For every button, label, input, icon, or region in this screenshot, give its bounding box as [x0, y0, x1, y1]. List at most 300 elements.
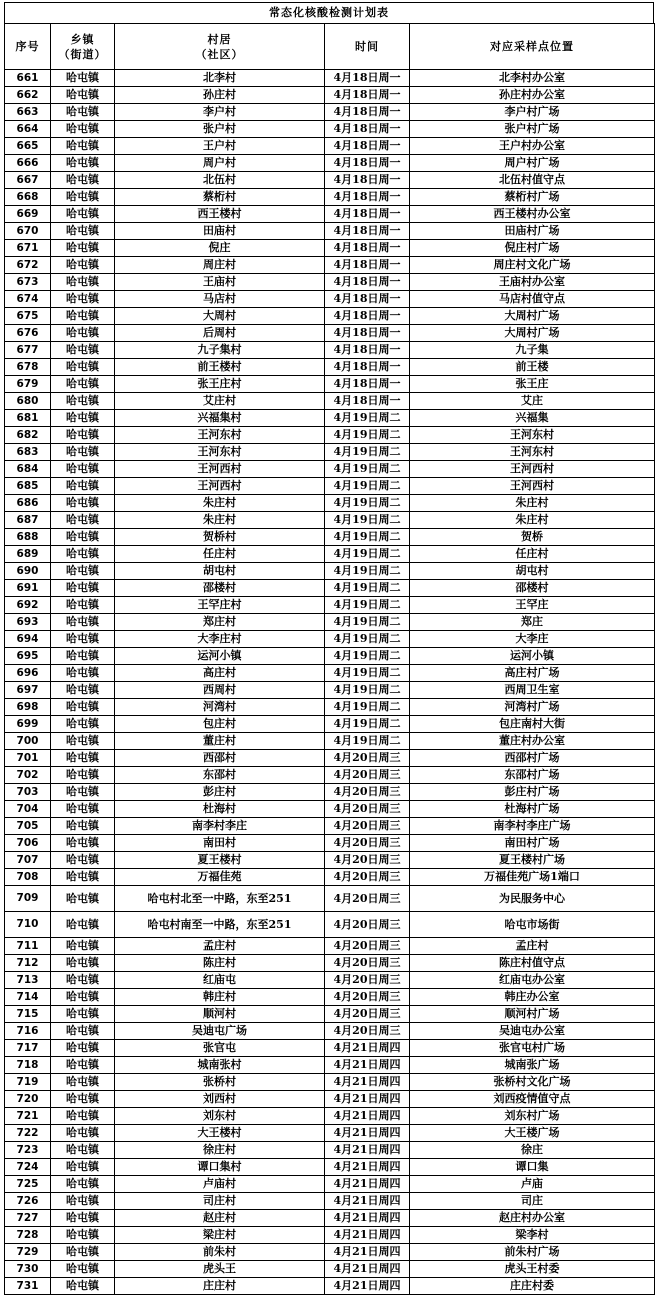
cell-no: 672 [5, 257, 51, 274]
cell-town: 哈屯镇 [51, 274, 115, 291]
cell-village: 北李村 [115, 70, 325, 87]
cell-time: 4月19日周二 [325, 512, 410, 529]
cell-no: 706 [5, 835, 51, 852]
cell-time: 4月21日周四 [325, 1261, 410, 1278]
cell-village: 任庄村 [115, 546, 325, 563]
cell-site: 孙庄村办公室 [410, 87, 655, 104]
cell-site: 王河东村 [410, 427, 655, 444]
cell-site: 邵楼村 [410, 580, 655, 597]
cell-time: 4月21日周四 [325, 1142, 410, 1159]
cell-time: 4月19日周二 [325, 580, 410, 597]
cell-village: 周庄村 [115, 257, 325, 274]
cell-site: 韩庄办公室 [410, 989, 655, 1006]
cell-no: 720 [5, 1091, 51, 1108]
cell-no: 716 [5, 1023, 51, 1040]
cell-site: 李户村广场 [410, 104, 655, 121]
cell-site: 陈庄村值守点 [410, 955, 655, 972]
cell-town: 哈屯镇 [51, 1006, 115, 1023]
cell-village: 前王楼村 [115, 359, 325, 376]
table-row [5, 801, 655, 818]
cell-town: 哈屯镇 [51, 1193, 115, 1210]
cell-village: 贺桥村 [115, 529, 325, 546]
cell-time: 4月18日周一 [325, 240, 410, 257]
table-row [5, 1074, 655, 1091]
cell-no: 676 [5, 325, 51, 342]
cell-site: 大周村广场 [410, 308, 655, 325]
cell-village: 梁庄村 [115, 1227, 325, 1244]
cell-time: 4月19日周二 [325, 563, 410, 580]
cell-time: 4月18日周一 [325, 70, 410, 87]
cell-time: 4月20日周三 [325, 767, 410, 784]
cell-village: 红庙屯 [115, 972, 325, 989]
cell-town: 哈屯镇 [51, 1278, 115, 1295]
cell-site: 刘东村广场 [410, 1108, 655, 1125]
table-row [5, 512, 655, 529]
table-row [5, 1159, 655, 1176]
cell-time: 4月19日周二 [325, 716, 410, 733]
cell-village: 北伍村 [115, 172, 325, 189]
cell-town: 哈屯镇 [51, 529, 115, 546]
cell-town: 哈屯镇 [51, 342, 115, 359]
table-row [5, 1108, 655, 1125]
cell-village: 西邵村 [115, 750, 325, 767]
cell-site: 西王楼村办公室 [410, 206, 655, 223]
table-row [5, 989, 655, 1006]
table-row [5, 886, 655, 912]
table-row [5, 257, 655, 274]
cell-village: 包庄村 [115, 716, 325, 733]
cell-time: 4月20日周三 [325, 869, 410, 886]
cell-time: 4月19日周二 [325, 733, 410, 750]
cell-town: 哈屯镇 [51, 716, 115, 733]
cell-time: 4月18日周一 [325, 274, 410, 291]
cell-village: 谭口集村 [115, 1159, 325, 1176]
cell-town: 哈屯镇 [51, 938, 115, 955]
cell-village: 王河东村 [115, 427, 325, 444]
cell-village: 运河小镇 [115, 648, 325, 665]
cell-site: 北李村办公室 [410, 70, 655, 87]
cell-site: 夏王楼村广场 [410, 852, 655, 869]
cell-no: 703 [5, 784, 51, 801]
cell-time: 4月21日周四 [325, 1108, 410, 1125]
cell-village: 虎头王 [115, 1261, 325, 1278]
cell-village: 蔡桁村 [115, 189, 325, 206]
table-row [5, 1125, 655, 1142]
cell-village: 邵楼村 [115, 580, 325, 597]
cell-no: 708 [5, 869, 51, 886]
cell-no: 696 [5, 665, 51, 682]
cell-site: 张桥村文化广场 [410, 1074, 655, 1091]
cell-no: 721 [5, 1108, 51, 1125]
table-row [5, 1261, 655, 1278]
cell-site: 前朱村广场 [410, 1244, 655, 1261]
cell-site: 孟庄村 [410, 938, 655, 955]
cell-time: 4月21日周四 [325, 1074, 410, 1091]
cell-town: 哈屯镇 [51, 648, 115, 665]
cell-town: 哈屯镇 [51, 852, 115, 869]
cell-no: 699 [5, 716, 51, 733]
cell-village: 孟庄村 [115, 938, 325, 955]
cell-no: 695 [5, 648, 51, 665]
table-row [5, 699, 655, 716]
cell-town: 哈屯镇 [51, 189, 115, 206]
cell-site: 赵庄村办公室 [410, 1210, 655, 1227]
cell-no: 671 [5, 240, 51, 257]
cell-town: 哈屯镇 [51, 699, 115, 716]
cell-town: 哈屯镇 [51, 87, 115, 104]
cell-site: 彭庄村广场 [410, 784, 655, 801]
table-row [5, 716, 655, 733]
cell-town: 哈屯镇 [51, 1074, 115, 1091]
cell-town: 哈屯镇 [51, 733, 115, 750]
cell-time: 4月20日周三 [325, 784, 410, 801]
cell-site: 西周卫生室 [410, 682, 655, 699]
cell-time: 4月21日周四 [325, 1125, 410, 1142]
cell-town: 哈屯镇 [51, 955, 115, 972]
cell-town: 哈屯镇 [51, 359, 115, 376]
cell-town: 哈屯镇 [51, 631, 115, 648]
cell-town: 哈屯镇 [51, 155, 115, 172]
cell-no: 712 [5, 955, 51, 972]
cell-no: 685 [5, 478, 51, 495]
cell-site: 城南张广场 [410, 1057, 655, 1074]
cell-no: 680 [5, 393, 51, 410]
sheet-title: 常态化核酸检测计划表 [4, 2, 654, 23]
cell-time: 4月18日周一 [325, 308, 410, 325]
table-body [5, 70, 655, 1295]
cell-no: 714 [5, 989, 51, 1006]
cell-village: 胡屯村 [115, 563, 325, 580]
cell-site: 张官屯村广场 [410, 1040, 655, 1057]
cell-site: 倪庄村广场 [410, 240, 655, 257]
cell-no: 687 [5, 512, 51, 529]
cell-town: 哈屯镇 [51, 70, 115, 87]
cell-site: 郑庄 [410, 614, 655, 631]
cell-village: 东邵村 [115, 767, 325, 784]
cell-no: 683 [5, 444, 51, 461]
cell-time: 4月19日周二 [325, 427, 410, 444]
table-row [5, 818, 655, 835]
cell-village: 杜海村 [115, 801, 325, 818]
cell-town: 哈屯镇 [51, 1244, 115, 1261]
cell-town: 哈屯镇 [51, 546, 115, 563]
cell-village: 彭庄村 [115, 784, 325, 801]
cell-time: 4月18日周一 [325, 121, 410, 138]
cell-site: 庄庄村委 [410, 1278, 655, 1295]
cell-site: 虎头王村委 [410, 1261, 655, 1278]
cell-no: 689 [5, 546, 51, 563]
cell-town: 哈屯镇 [51, 121, 115, 138]
cell-site: 蔡桁村广场 [410, 189, 655, 206]
cell-site: 东邵村广场 [410, 767, 655, 784]
cell-village: 艾庄村 [115, 393, 325, 410]
cell-village: 陈庄村 [115, 955, 325, 972]
header-village: 村居 （社区） [115, 24, 325, 70]
cell-time: 4月21日周四 [325, 1210, 410, 1227]
cell-village: 田庙村 [115, 223, 325, 240]
table-row [5, 733, 655, 750]
cell-village: 张官屯 [115, 1040, 325, 1057]
table-row [5, 835, 655, 852]
cell-time: 4月21日周四 [325, 1227, 410, 1244]
header-town: 乡镇 （街道） [51, 24, 115, 70]
cell-site: 胡屯村 [410, 563, 655, 580]
cell-village: 韩庄村 [115, 989, 325, 1006]
cell-no: 724 [5, 1159, 51, 1176]
table-row [5, 1091, 655, 1108]
table-row [5, 172, 655, 189]
cell-time: 4月20日周三 [325, 886, 410, 912]
cell-time: 4月19日周二 [325, 410, 410, 427]
header-site: 对应采样点位置 [410, 24, 655, 70]
cell-time: 4月20日周三 [325, 938, 410, 955]
cell-no: 686 [5, 495, 51, 512]
cell-time: 4月20日周三 [325, 1023, 410, 1040]
cell-village: 哈屯村北至一中路，东至251 [115, 886, 325, 912]
cell-no: 677 [5, 342, 51, 359]
cell-town: 哈屯镇 [51, 223, 115, 240]
cell-no: 666 [5, 155, 51, 172]
header-no: 序号 [5, 24, 51, 70]
cell-village: 庄庄村 [115, 1278, 325, 1295]
cell-village: 万福佳苑 [115, 869, 325, 886]
cell-site: 王河西村 [410, 461, 655, 478]
cell-no: 727 [5, 1210, 51, 1227]
cell-village: 李户村 [115, 104, 325, 121]
cell-time: 4月18日周一 [325, 376, 410, 393]
table-row [5, 138, 655, 155]
table-row [5, 1278, 655, 1295]
header-row [5, 24, 655, 70]
cell-no: 723 [5, 1142, 51, 1159]
cell-no: 693 [5, 614, 51, 631]
table-row [5, 155, 655, 172]
cell-village: 大王楼村 [115, 1125, 325, 1142]
cell-no: 668 [5, 189, 51, 206]
cell-town: 哈屯镇 [51, 784, 115, 801]
cell-no: 682 [5, 427, 51, 444]
cell-site: 周庄村文化广场 [410, 257, 655, 274]
cell-village: 西王楼村 [115, 206, 325, 223]
table-row [5, 1193, 655, 1210]
table-row [5, 972, 655, 989]
cell-no: 725 [5, 1176, 51, 1193]
cell-no: 679 [5, 376, 51, 393]
cell-town: 哈屯镇 [51, 665, 115, 682]
cell-village: 董庄村 [115, 733, 325, 750]
cell-no: 674 [5, 291, 51, 308]
cell-time: 4月20日周三 [325, 912, 410, 938]
table-row [5, 614, 655, 631]
cell-site: 卢庙 [410, 1176, 655, 1193]
cell-site: 西邵村广场 [410, 750, 655, 767]
cell-town: 哈屯镇 [51, 478, 115, 495]
cell-time: 4月19日周二 [325, 461, 410, 478]
table-row [5, 206, 655, 223]
cell-no: 726 [5, 1193, 51, 1210]
cell-village: 河湾村 [115, 699, 325, 716]
cell-site: 王河东村 [410, 444, 655, 461]
cell-time: 4月18日周一 [325, 257, 410, 274]
cell-town: 哈屯镇 [51, 461, 115, 478]
cell-village: 朱庄村 [115, 512, 325, 529]
cell-time: 4月18日周一 [325, 359, 410, 376]
cell-town: 哈屯镇 [51, 1091, 115, 1108]
cell-village: 九子集村 [115, 342, 325, 359]
cell-village: 王河东村 [115, 444, 325, 461]
cell-no: 710 [5, 912, 51, 938]
table-row [5, 665, 655, 682]
table-row [5, 852, 655, 869]
cell-no: 697 [5, 682, 51, 699]
cell-time: 4月18日周一 [325, 172, 410, 189]
cell-village: 南李村李庄 [115, 818, 325, 835]
cell-town: 哈屯镇 [51, 410, 115, 427]
cell-no: 717 [5, 1040, 51, 1057]
cell-site: 王河西村 [410, 478, 655, 495]
cell-town: 哈屯镇 [51, 1023, 115, 1040]
table-row [5, 682, 655, 699]
table-row [5, 308, 655, 325]
cell-no: 711 [5, 938, 51, 955]
table-row [5, 1210, 655, 1227]
cell-village: 西周村 [115, 682, 325, 699]
cell-site: 朱庄村 [410, 512, 655, 529]
cell-town: 哈屯镇 [51, 614, 115, 631]
table-row [5, 410, 655, 427]
cell-no: 669 [5, 206, 51, 223]
cell-village: 兴福集村 [115, 410, 325, 427]
cell-site: 王罕庄 [410, 597, 655, 614]
cell-village: 赵庄村 [115, 1210, 325, 1227]
cell-town: 哈屯镇 [51, 240, 115, 257]
table-row [5, 121, 655, 138]
table-row [5, 546, 655, 563]
cell-town: 哈屯镇 [51, 580, 115, 597]
cell-time: 4月21日周四 [325, 1193, 410, 1210]
table-row [5, 1057, 655, 1074]
cell-village: 张王庄村 [115, 376, 325, 393]
cell-time: 4月18日周一 [325, 223, 410, 240]
cell-site: 谭口集 [410, 1159, 655, 1176]
cell-village: 大李庄村 [115, 631, 325, 648]
cell-time: 4月21日周四 [325, 1091, 410, 1108]
cell-no: 675 [5, 308, 51, 325]
cell-village: 吴迪屯广场 [115, 1023, 325, 1040]
table-row [5, 325, 655, 342]
cell-site: 哈屯市场街 [410, 912, 655, 938]
cell-no: 715 [5, 1006, 51, 1023]
table-row [5, 444, 655, 461]
cell-no: 663 [5, 104, 51, 121]
cell-time: 4月19日周二 [325, 597, 410, 614]
cell-time: 4月20日周三 [325, 852, 410, 869]
cell-no: 731 [5, 1278, 51, 1295]
cell-town: 哈屯镇 [51, 427, 115, 444]
cell-village: 卢庙村 [115, 1176, 325, 1193]
cell-village: 司庄村 [115, 1193, 325, 1210]
cell-town: 哈屯镇 [51, 682, 115, 699]
cell-time: 4月20日周三 [325, 1006, 410, 1023]
cell-time: 4月20日周三 [325, 818, 410, 835]
cell-time: 4月20日周三 [325, 801, 410, 818]
cell-time: 4月20日周三 [325, 989, 410, 1006]
header-time: 时间 [325, 24, 410, 70]
cell-site: 河湾村广场 [410, 699, 655, 716]
cell-town: 哈屯镇 [51, 1125, 115, 1142]
cell-town: 哈屯镇 [51, 835, 115, 852]
cell-site: 周户村广场 [410, 155, 655, 172]
cell-site: 为民服务中心 [410, 886, 655, 912]
cell-time: 4月18日周一 [325, 325, 410, 342]
cell-time: 4月18日周一 [325, 189, 410, 206]
cell-town: 哈屯镇 [51, 495, 115, 512]
cell-town: 哈屯镇 [51, 444, 115, 461]
cell-village: 夏王楼村 [115, 852, 325, 869]
cell-town: 哈屯镇 [51, 1142, 115, 1159]
cell-town: 哈屯镇 [51, 206, 115, 223]
cell-village: 周户村 [115, 155, 325, 172]
cell-site: 大李庄 [410, 631, 655, 648]
table-row [5, 784, 655, 801]
cell-town: 哈屯镇 [51, 886, 115, 912]
cell-time: 4月18日周一 [325, 393, 410, 410]
table-row [5, 912, 655, 938]
cell-site: 张户村广场 [410, 121, 655, 138]
cell-town: 哈屯镇 [51, 750, 115, 767]
table-row [5, 1023, 655, 1040]
table-row [5, 87, 655, 104]
cell-time: 4月20日周三 [325, 750, 410, 767]
cell-time: 4月18日周一 [325, 342, 410, 359]
cell-no: 662 [5, 87, 51, 104]
cell-no: 700 [5, 733, 51, 750]
cell-no: 701 [5, 750, 51, 767]
cell-time: 4月20日周三 [325, 835, 410, 852]
table-row [5, 189, 655, 206]
cell-no: 707 [5, 852, 51, 869]
cell-village: 高庄村 [115, 665, 325, 682]
table-row [5, 563, 655, 580]
cell-time: 4月19日周二 [325, 529, 410, 546]
cell-town: 哈屯镇 [51, 257, 115, 274]
cell-village: 张桥村 [115, 1074, 325, 1091]
cell-time: 4月21日周四 [325, 1159, 410, 1176]
cell-town: 哈屯镇 [51, 325, 115, 342]
cell-village: 张户村 [115, 121, 325, 138]
cell-time: 4月20日周三 [325, 972, 410, 989]
cell-time: 4月18日周一 [325, 104, 410, 121]
cell-town: 哈屯镇 [51, 1261, 115, 1278]
cell-site: 南田村广场 [410, 835, 655, 852]
table-row [5, 955, 655, 972]
table-row [5, 70, 655, 87]
cell-town: 哈屯镇 [51, 972, 115, 989]
cell-village: 王庙村 [115, 274, 325, 291]
cell-village: 朱庄村 [115, 495, 325, 512]
table-row [5, 869, 655, 886]
cell-site: 大王楼广场 [410, 1125, 655, 1142]
cell-site: 徐庄 [410, 1142, 655, 1159]
cell-village: 顺河村 [115, 1006, 325, 1023]
cell-time: 4月18日周一 [325, 138, 410, 155]
cell-town: 哈屯镇 [51, 1227, 115, 1244]
table-row [5, 223, 655, 240]
cell-site: 朱庄村 [410, 495, 655, 512]
cell-village: 后周村 [115, 325, 325, 342]
table-row [5, 291, 655, 308]
cell-village: 王罕庄村 [115, 597, 325, 614]
